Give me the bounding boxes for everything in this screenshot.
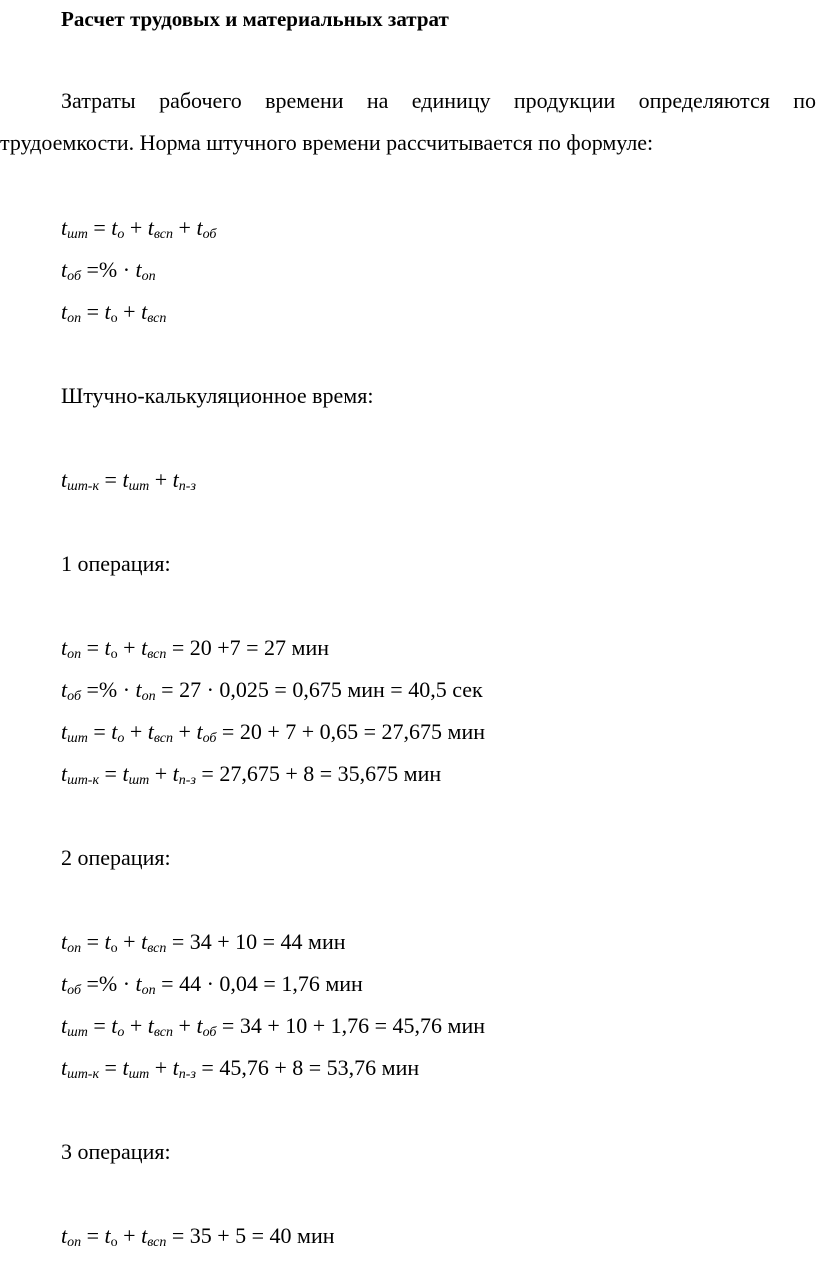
intro-word: рабочего (159, 88, 242, 113)
intro-word: продукции (513, 88, 616, 113)
document-title: Расчет трудовых и материальных затрат (61, 7, 449, 31)
op1-heading: 1 операция: (61, 551, 171, 576)
op2-tsht: $t_{шт} = t_о + t_{всп} + t_{об} = 34 + 10 + 1,76 = 45,76$ мин (61, 1013, 486, 1040)
formula-top: $t_{оп} = t_о + t_{всп}$ (61, 299, 167, 326)
op1-tshtk: $t_{шт-к} = t_{шт} + t_{п-з} = 27,675 + 8 = 35,675$ мин (61, 761, 442, 788)
op3-top: $t_{оп} = t_о + t_{всп} = 35 + 5 = 40$ мин (61, 1223, 335, 1250)
formula-tsht: $t_{шт} = t_о + t_{всп} + t_{об}$ (61, 215, 217, 242)
op2-tob: $t_{об}$ =% · $t_{оп} = 44 \cdot 0,04 = 1,76$ мин (61, 971, 363, 998)
op2-tshtk: $t_{шт-к} = t_{шт} + t_{п-з} = 45,76 + 8 = 53,76$ мин (61, 1055, 420, 1082)
intro-word: по (793, 88, 816, 113)
op1-top: $t_{оп} = t_о + t_{всп} = 20 +7 = 27$ мин (61, 635, 330, 662)
op3-heading: 3 операция: (61, 1139, 171, 1164)
intro-word: единицу (411, 88, 491, 113)
formula-tshtk: $t_{шт-к} = t_{шт} + t_{п-з}$ (61, 467, 196, 494)
intro-line-2: трудоемкости. Норма штучного времени рассчитывается по формуле: (0, 130, 654, 155)
intro-word: на (366, 88, 389, 113)
intro-word: времени (265, 88, 344, 113)
intro-word: определяются (638, 88, 770, 113)
formula-tob: $t_{об}$ =% · $t_{оп}$ (61, 257, 156, 284)
op1-tsht: $t_{шт} = t_о + t_{всп} + t_{об} = 20 + 7 + 0,65 = 27,675$ мин (61, 719, 486, 746)
piece-calc-heading: Штучно-калькуляционное время: (61, 383, 374, 408)
op2-top: $t_{оп} = t_о + t_{всп} = 34 + 10 = 44$ мин (61, 929, 346, 956)
intro-line-1 (61, 88, 816, 114)
op1-tob: $t_{об}$ =% · $t_{оп} = 27 \cdot 0,025 = 0,675$ мин = 40,5 сек (61, 677, 483, 704)
intro-word: Затраты (61, 88, 136, 113)
op2-heading: 2 операция: (61, 845, 171, 870)
